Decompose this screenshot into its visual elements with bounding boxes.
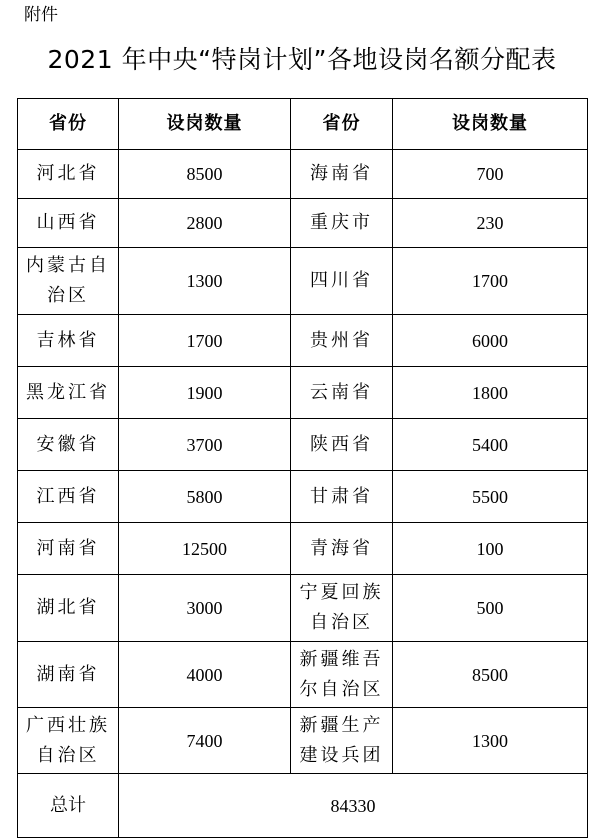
table-row <box>18 642 588 708</box>
province-cell: 重庆市 <box>291 199 393 248</box>
count-cell: 1300 <box>119 248 291 315</box>
document-title: 2021 年中央“特岗计划”各地设岗名额分配表 <box>47 45 557 74</box>
total-value: 84330 <box>119 774 588 838</box>
province-cell: 黑龙江省 <box>18 367 119 419</box>
province-cell: 河南省 <box>18 523 119 575</box>
count-cell: 1800 <box>393 367 588 419</box>
count-cell: 1900 <box>119 367 291 419</box>
table-row <box>18 575 588 642</box>
header-count-right: 设岗数量 <box>393 99 588 150</box>
table-row <box>18 708 588 774</box>
total-label: 总计 <box>18 774 119 838</box>
province-cell: 安徽省 <box>18 419 119 471</box>
province-cell: 湖南省 <box>18 642 119 708</box>
count-cell: 100 <box>393 523 588 575</box>
count-cell: 12500 <box>119 523 291 575</box>
province-cell: 广西壮族自治区 <box>18 708 119 774</box>
count-cell: 700 <box>393 150 588 199</box>
total-row <box>18 774 588 838</box>
count-cell: 500 <box>393 575 588 642</box>
table-header-row <box>18 99 588 150</box>
table-row <box>18 367 588 419</box>
count-cell: 1700 <box>119 315 291 367</box>
province-cell: 新疆维吾尔自治区 <box>291 642 393 708</box>
count-cell: 4000 <box>119 642 291 708</box>
count-cell: 1300 <box>393 708 588 774</box>
province-cell: 云南省 <box>291 367 393 419</box>
quota-table <box>17 98 588 838</box>
header-province-left: 省份 <box>18 99 119 150</box>
count-cell: 6000 <box>393 315 588 367</box>
count-cell: 8500 <box>119 150 291 199</box>
table-row <box>18 315 588 367</box>
province-cell: 河北省 <box>18 150 119 199</box>
province-cell: 四川省 <box>291 248 393 315</box>
table-body <box>18 150 588 838</box>
count-cell: 5500 <box>393 471 588 523</box>
table-row <box>18 471 588 523</box>
province-cell: 江西省 <box>18 471 119 523</box>
count-cell: 7400 <box>119 708 291 774</box>
header-province-right: 省份 <box>291 99 393 150</box>
count-cell: 230 <box>393 199 588 248</box>
province-cell: 山西省 <box>18 199 119 248</box>
header-count-left: 设岗数量 <box>119 99 291 150</box>
count-cell: 1700 <box>393 248 588 315</box>
table-row <box>18 523 588 575</box>
province-cell: 青海省 <box>291 523 393 575</box>
count-cell: 5400 <box>393 419 588 471</box>
province-cell: 宁夏回族自治区 <box>291 575 393 642</box>
province-cell: 湖北省 <box>18 575 119 642</box>
count-cell: 8500 <box>393 642 588 708</box>
table-row <box>18 419 588 471</box>
count-cell: 3700 <box>119 419 291 471</box>
province-cell: 甘肃省 <box>291 471 393 523</box>
table-row <box>18 248 588 315</box>
count-cell: 3000 <box>119 575 291 642</box>
table-row <box>18 199 588 248</box>
province-cell: 贵州省 <box>291 315 393 367</box>
table-row <box>18 150 588 199</box>
province-cell: 吉林省 <box>18 315 119 367</box>
province-cell: 陕西省 <box>291 419 393 471</box>
attachment-label: 附件 <box>24 5 58 25</box>
count-cell: 5800 <box>119 471 291 523</box>
province-cell: 新疆生产建设兵团 <box>291 708 393 774</box>
province-cell: 内蒙古自治区 <box>18 248 119 315</box>
province-cell: 海南省 <box>291 150 393 199</box>
count-cell: 2800 <box>119 199 291 248</box>
